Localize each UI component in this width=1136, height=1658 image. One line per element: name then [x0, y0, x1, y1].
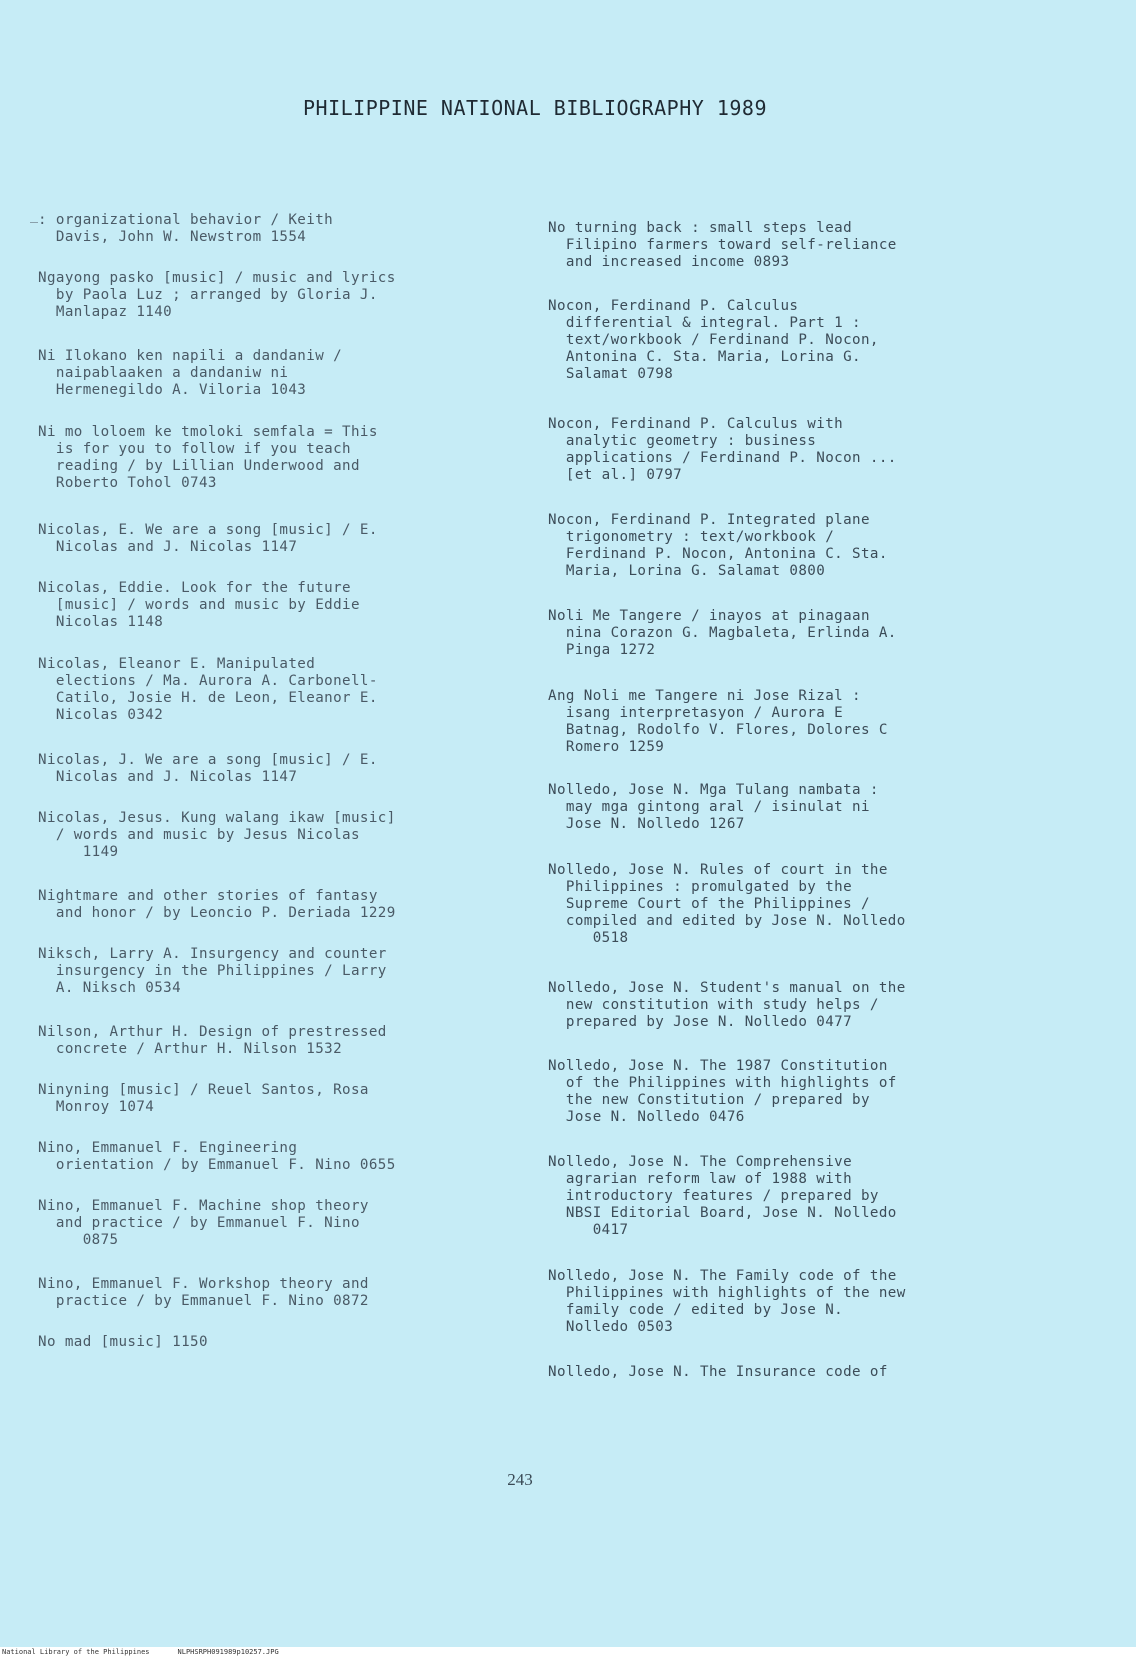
bibliography-entry: Nilson, Arthur H. Design of prestressed concrete / Arthur H. Nilson 1532	[38, 1024, 387, 1057]
bibliography-entry: Nolledo, Jose N. Student's manual on the new constitution with study helps / prepared by Jose N. Nolledo 0477	[548, 980, 906, 1030]
bibliography-entry: Nicolas, Eddie. Look for the future [music] / words and music by Eddie Nicolas 1148	[38, 580, 360, 630]
bibliography-entry: Nicolas, J. We are a song [music] / E. Nicolas and J. Nicolas 1147	[38, 752, 378, 785]
bibliography-entry: Nolledo, Jose N. The Comprehensive agrarian reform law of 1988 with introductory features / prepared by NBSI Editorial Board, Jose N. Nolledo 0417	[548, 1154, 897, 1238]
bibliography-entry: Nino, Emmanuel F. Workshop theory and practice / by Emmanuel F. Nino 0872	[38, 1276, 369, 1309]
bibliography-entry: Noli Me Tangere / inayos at pinagaan nina Corazon G. Magbaleta, Erlinda A. Pinga 1272	[548, 608, 897, 658]
bibliography-entry: Nolledo, Jose N. The Family code of the Philippines with highlights of the new family code / edited by Jose N. Nolledo 0503	[548, 1268, 906, 1335]
continuation-dash	[30, 222, 38, 223]
right-column	[548, 0, 1108, 1380]
left-column	[38, 0, 538, 1350]
library-credit: National Library of the Philippines	[2, 1648, 150, 1656]
bibliography-entry: Nino, Emmanuel F. Engineering orientation / by Emmanuel F. Nino 0655	[38, 1140, 396, 1173]
bibliography-entry: Nicolas, Jesus. Kung walang ikaw [music] / words and music by Jesus Nicolas 1149	[38, 810, 396, 860]
bibliography-entry: : organizational behavior / Keith Davis, John W. Newstrom 1554	[38, 212, 334, 245]
page-number: 243	[507, 1470, 533, 1489]
bibliography-entry: Nocon, Ferdinand P. Calculus with analytic geometry : business applications / Ferdinand P. Nocon ... [et al.] 0797	[548, 416, 897, 483]
scan-footer	[0, 1647, 1136, 1658]
bibliography-entry: No turning back : small steps lead Filipino farmers toward self-reliance and increased income 0893	[548, 220, 897, 270]
bibliography-entry: Nino, Emmanuel F. Machine shop theory and practice / by Emmanuel F. Nino 0875	[38, 1198, 369, 1248]
bibliography-entry: Ngayong pasko [music] / music and lyrics by Paola Luz ; arranged by Gloria J. Manlapaz 1140	[38, 270, 396, 320]
bibliography-entry: Nolledo, Jose N. Mga Tulang nambata : may mga gintong aral / isinulat ni Jose N. Nolledo 1267	[548, 782, 879, 832]
bibliography-entry: Nolledo, Jose N. The 1987 Constitution of the Philippines with highlights of the new Constitution / prepared by Jose N. Nolledo 0476	[548, 1058, 897, 1125]
bibliography-entry: Nightmare and other stories of fantasy and honor / by Leoncio P. Deriada 1229	[38, 888, 396, 921]
bibliography-entry: Ninyning [music] / Reuel Santos, Rosa Monroy 1074	[38, 1082, 369, 1115]
bibliography-entry: Ni Ilokano ken napili a dandaniw / naipablaaken a dandaniw ni Hermenegildo A. Viloria 1043	[38, 348, 343, 398]
bibliography-entry: Nolledo, Jose N. The Insurance code of	[548, 1364, 888, 1380]
bibliography-entry: Ni mo loloem ke tmoloki semfala = This is for you to follow if you teach reading / by Lillian Underwood and Roberto Tohol 0743	[38, 424, 378, 491]
bibliography-entry: Nicolas, Eleanor E. Manipulated elections / Ma. Aurora A. Carbonell- Catilo, Josie H. de Leon, Eleanor E. Nicolas 0342	[38, 656, 378, 723]
bibliography-entry: Nocon, Ferdinand P. Calculus differential & integral. Part 1 : text/workbook / Ferdinand P. Nocon, Antonina C. Sta. Maria, Lorina G. Salamat 0798	[548, 298, 879, 382]
bibliography-entry: Niksch, Larry A. Insurgency and counter insurgency in the Philippines / Larry A. Niksch 0534	[38, 946, 387, 996]
file-name: NLPHSRPH091989p10257.JPG	[177, 1648, 279, 1656]
bibliography-entry: Nolledo, Jose N. Rules of court in the Philippines : promulgated by the Supreme Court of the Philippines / compiled and edited by Jose N. Nolledo 0518	[548, 862, 906, 946]
bibliography-entry: Ang Noli me Tangere ni Jose Rizal : isang interpretasyon / Aurora E Batnag, Rodolfo V. Flores, Dolores C Romero 1259	[548, 688, 888, 755]
bibliography-entry: No mad [music] 1150	[38, 1334, 208, 1350]
page-title: PHILIPPINE NATIONAL BIBLIOGRAPHY 1989	[302, 96, 768, 120]
bibliography-entry: Nocon, Ferdinand P. Integrated plane trigonometry : text/workbook / Ferdinand P. Nocon, Antonina C. Sta. Maria, Lorina G. Salamat 0800	[548, 512, 888, 579]
bibliography-entry: Nicolas, E. We are a song [music] / E. Nicolas and J. Nicolas 1147	[38, 522, 378, 555]
